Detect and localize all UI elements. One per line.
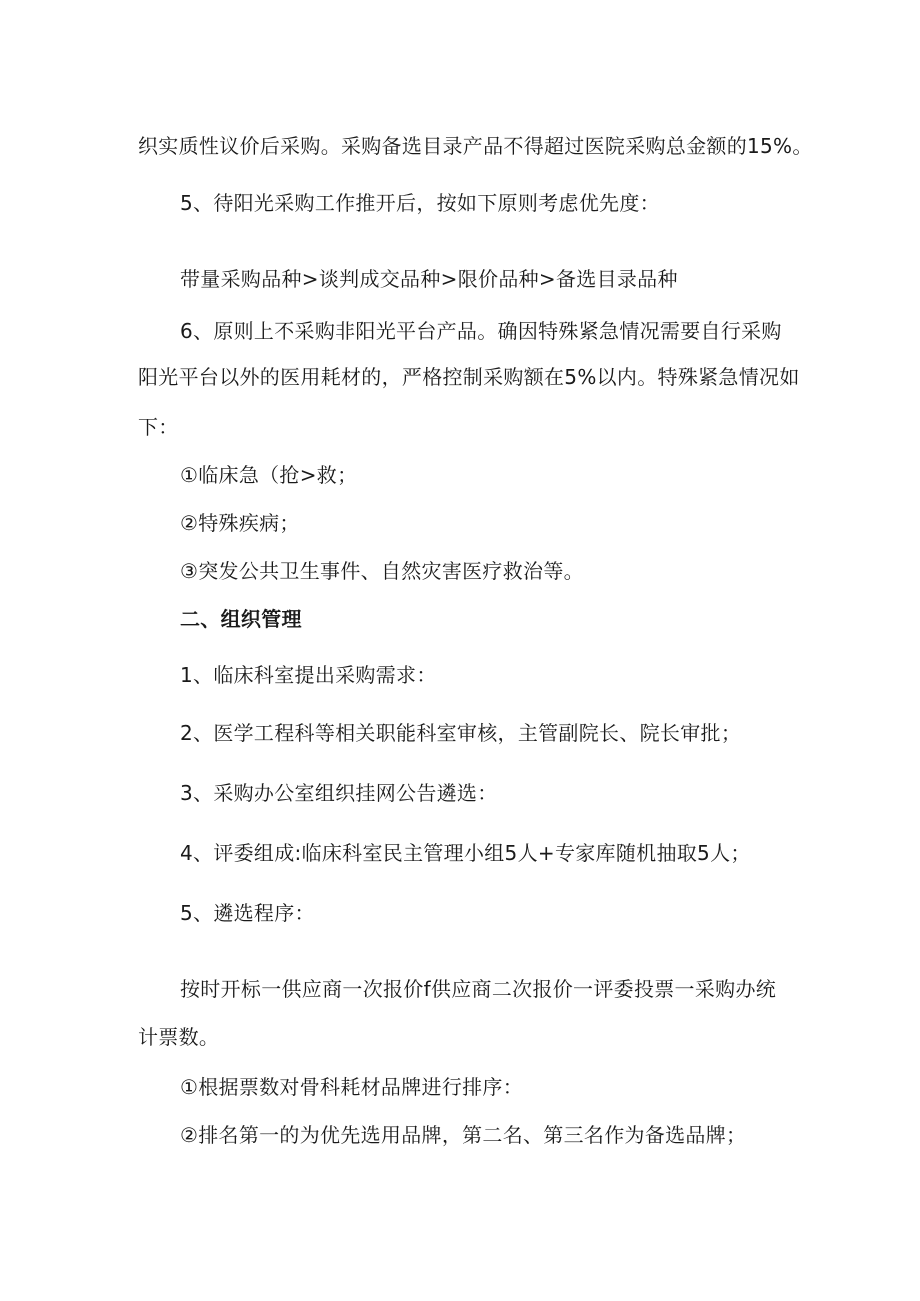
paragraph-line-3: 带量采购品种>谈判成交品种>限价品种>备选目录品种 <box>180 267 678 291</box>
paragraph-line-7: 1、临床科室提出采购需求： <box>180 663 437 687</box>
paragraph-line-2: 5、待阳光采购工作推开后，按如下原则考虑优先度： <box>180 191 660 215</box>
paragraph-line-11: 5、遴选程序： <box>180 901 315 925</box>
paragraph-line-13: 计票数。 <box>138 1025 220 1049</box>
paragraph-line-1: 织实质性议价后采购。采购备选目录产品不得超过医院采购总金额的15%。 <box>138 134 813 158</box>
paragraph-line-8: 2、医学工程科等相关职能科室审核，主管副院长、院长审批； <box>180 721 742 745</box>
list-item-5: ②排名第一的为优先选用品牌，第二名、第三名作为备选品牌； <box>180 1123 747 1147</box>
section-heading: 二、组织管理 <box>180 607 302 631</box>
list-item-2: ②特殊疾病； <box>180 511 300 535</box>
paragraph-line-10: 4、评委组成:临床科室民主管理小组5人+专家库随机抽取5人； <box>180 841 751 865</box>
paragraph-line-12: 按时开标一供应商一次报价f供应商二次报价一评委投票一采购办统 <box>180 977 777 1001</box>
list-item-3: ③突发公共卫生事件、自然灾害医疗救治等。 <box>180 559 584 583</box>
paragraph-line-4: 6、原则上不采购非阳光平台产品。确因特殊紧急情况需要自行采购 <box>180 319 782 343</box>
paragraph-line-6: 下： <box>138 415 179 439</box>
paragraph-line-5: 阳光平台以外的医用耗材的，严格控制采购额在5%以内。特殊紧急情况如 <box>138 365 800 389</box>
list-item-1: ①临床急（抢>救； <box>180 463 358 487</box>
list-item-4: ①根据票数对骨科耗材品牌进行排序： <box>180 1075 524 1099</box>
paragraph-line-9: 3、采购办公室组织挂网公告遴选： <box>180 781 498 805</box>
